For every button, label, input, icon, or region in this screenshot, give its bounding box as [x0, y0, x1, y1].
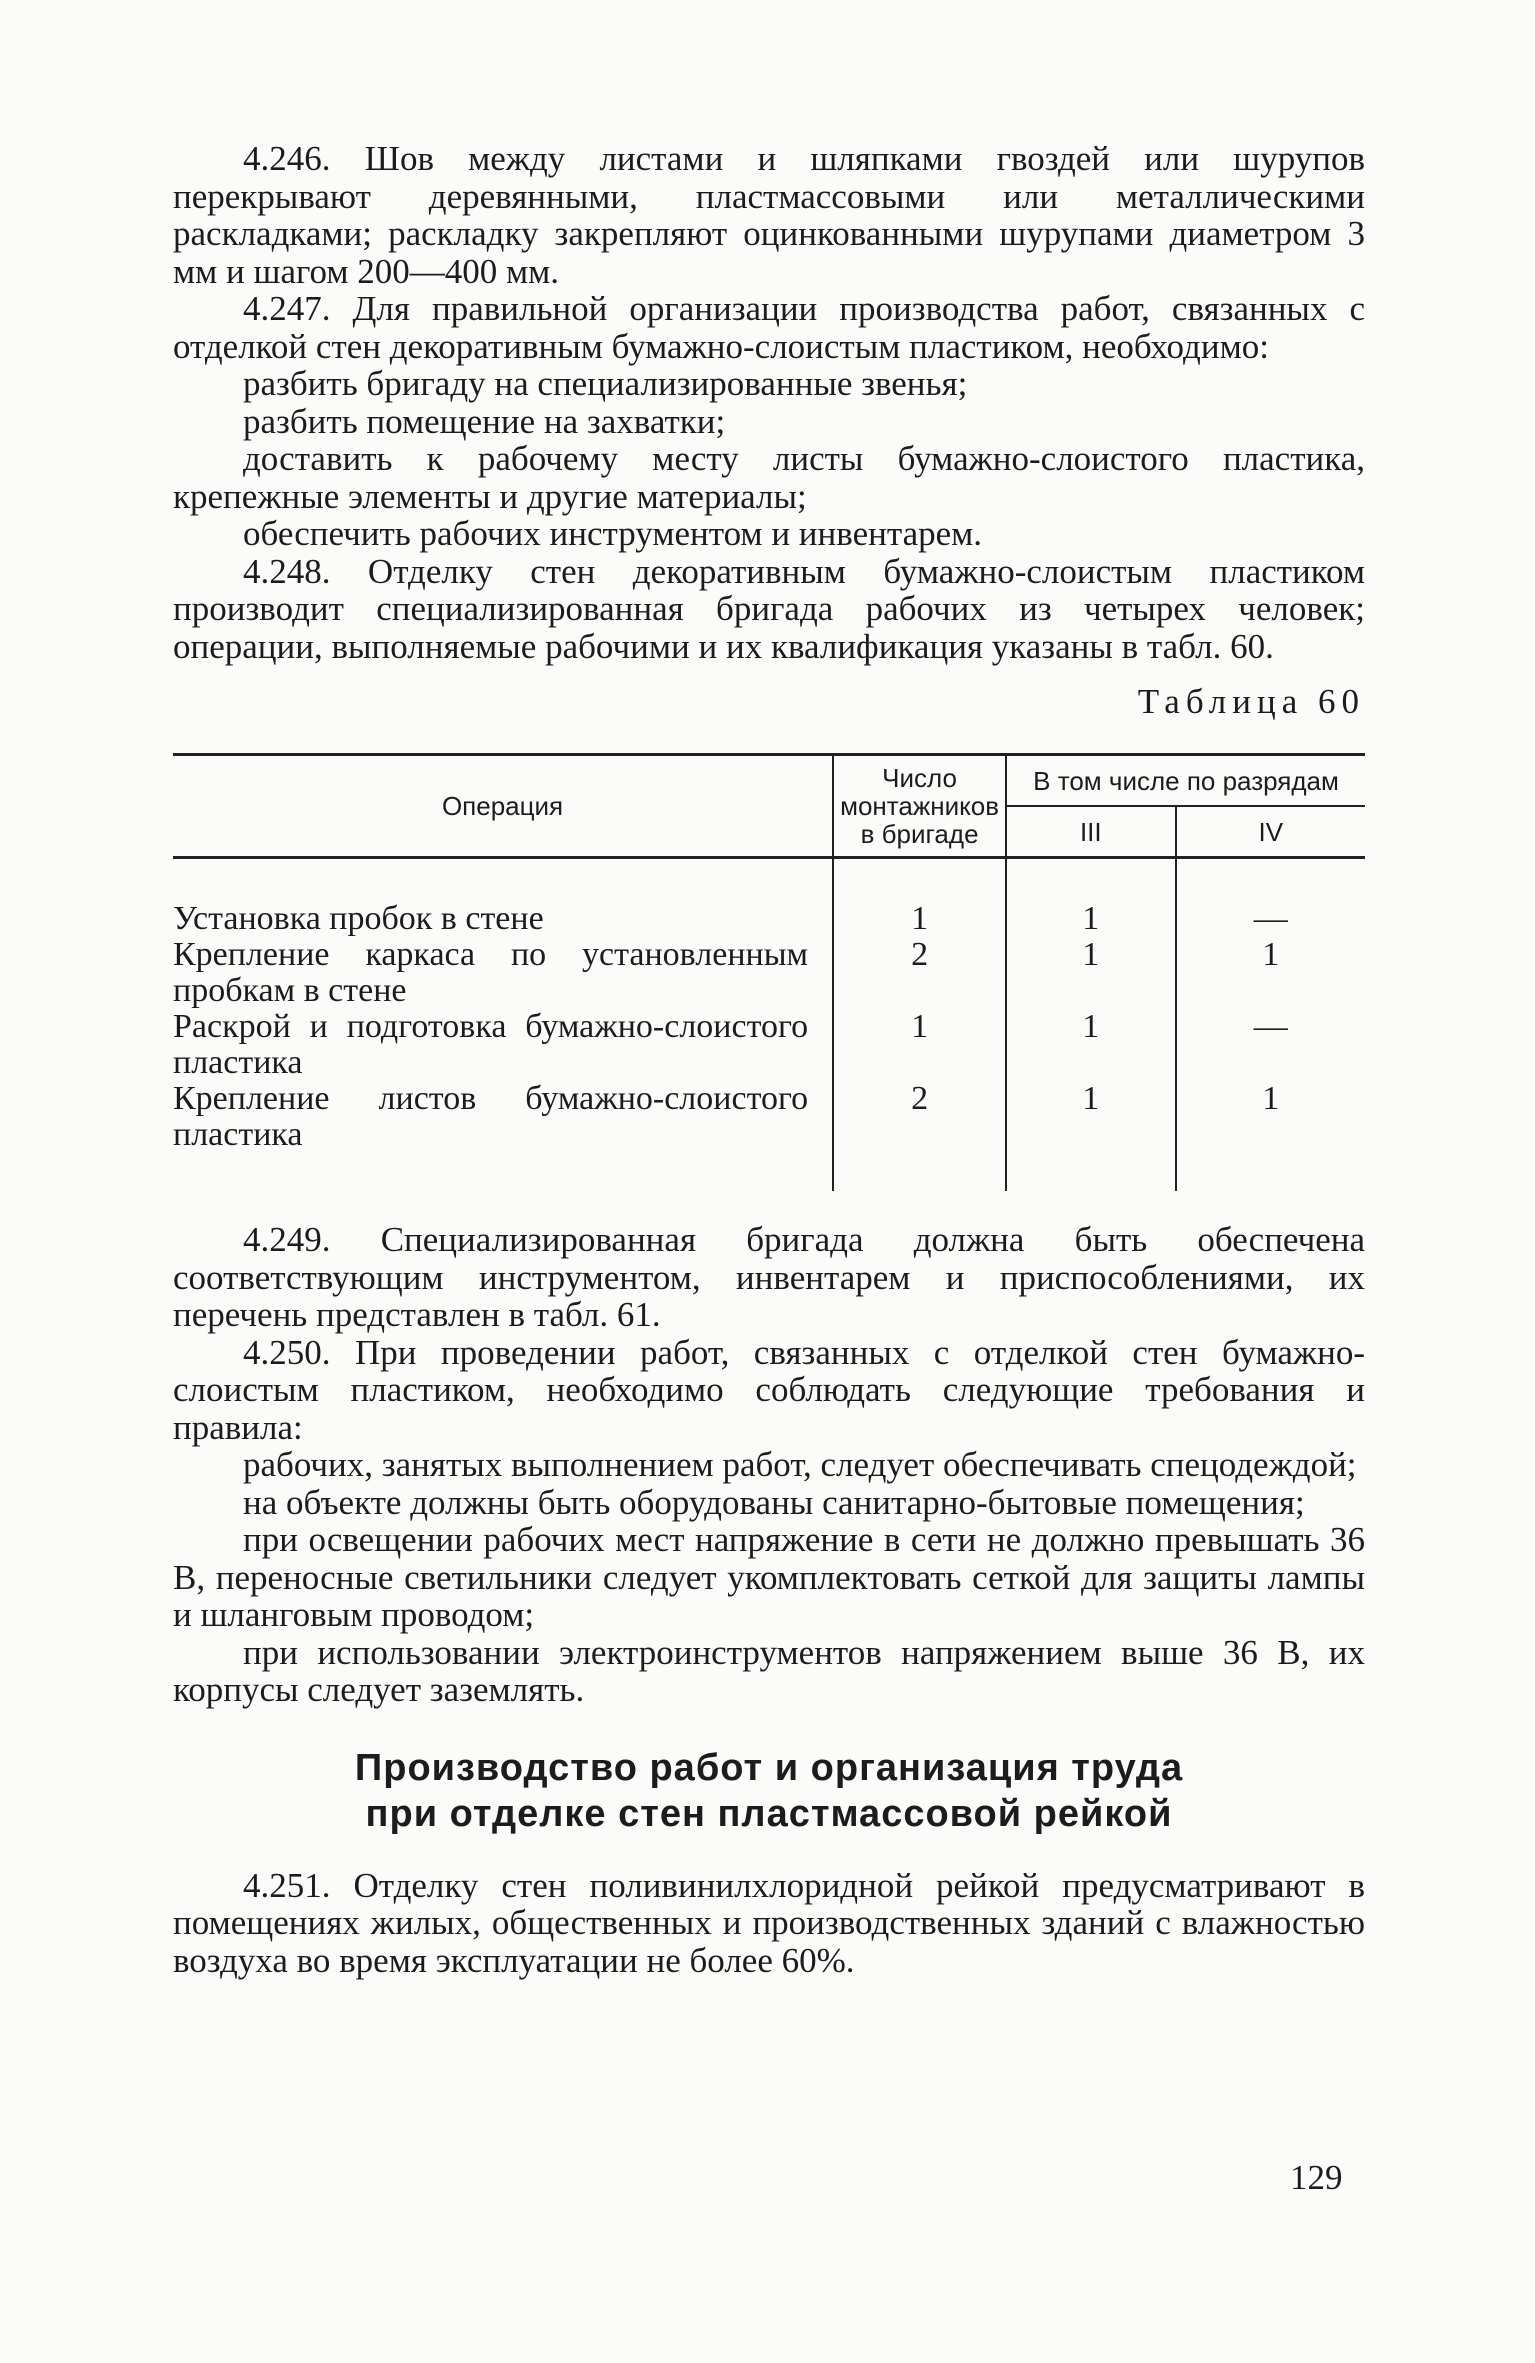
- header-count: Число монтажников в бригаде: [833, 755, 1006, 858]
- list-item: обеспечить рабочих инструментом и инвентарем.: [243, 514, 983, 553]
- paragraph-4-248: 4.248. Отделку стен декоративным бумажно-слоистым пластиком производит специализированная бригада рабочих из четырех человек; операции, выполняемые рабочими и их квалификация указаны в табл. 60.: [173, 551, 1365, 666]
- section-heading-line-2: при отделке стен пластмассовой рейкой: [365, 1792, 1173, 1835]
- paragraph-4-249: 4.249. Специализированная бригада должна быть обеспечена соответствующим инструментом, инвентарем и приспособлениями, их перечень представлен в табл. 61.: [173, 1220, 1365, 1334]
- table-row: [173, 1009, 1365, 1081]
- table-caption: Таблица 60: [1137, 682, 1365, 721]
- list-item: при освещении рабочих мест напряжение в сети не должно превышать 36 В, переносные светильники следует укомплектовать сеткой для защиты лампы и шланговым проводом;: [173, 1520, 1365, 1634]
- cell-grade-4: 1: [1176, 1081, 1365, 1191]
- cell-grade-3: 1: [1006, 937, 1175, 1009]
- cell-count: 2: [833, 1081, 1006, 1191]
- cell-operation: Установка пробок в стене: [173, 900, 544, 937]
- section-heading-line-1: Производство работ и организация труда: [354, 1746, 1184, 1789]
- cell-grade-3: 1: [1006, 858, 1175, 938]
- list-item: разбить помещение на захватки;: [243, 401, 726, 441]
- list-item: рабочих, занятых выполнением работ, следует обеспечивать спецодеждой;: [243, 1445, 1357, 1484]
- cell-count: 1: [833, 1009, 1006, 1081]
- paragraph-4-246: 4.246. Шов между листами и шляпками гвоздей или шурупов перекрывают деревянными, пластмассовыми или металлическими раскладками; раскладку закрепляют оцинкованными шурупами диаметром 3 мм и шагом 200—400 мм.: [173, 139, 1365, 291]
- operations-table: [173, 753, 1365, 1191]
- cell-grade-4: —: [1176, 1009, 1365, 1081]
- header-grades-group: В том числе по разрядам: [1006, 755, 1365, 807]
- paragraph-4-247: 4.247. Для правильной организации производства работ, связанных с отделкой стен декоративным бумажно-слоистым пластиком, необходимо:: [173, 289, 1365, 366]
- cell-operation: Крепление листов бумажно-слоистого пластика: [173, 1080, 809, 1153]
- cell-count: 1: [833, 858, 1006, 938]
- list-item: при использовании электроинструментов напряжением выше 36 В, их корпусы следует заземлять.: [173, 1632, 1365, 1709]
- header-grade-3: III: [1006, 806, 1175, 858]
- cell-grade-4: 1: [1176, 937, 1365, 1009]
- header-grade-4: IV: [1176, 806, 1365, 858]
- cell-operation: Раскрой и подготовка бумажно-слоистого пластика: [173, 1008, 809, 1081]
- page-content: [173, 140, 1365, 1979]
- list-item: разбить бригаду на специализированные звенья;: [243, 364, 968, 403]
- page-number: 129: [1290, 2158, 1343, 2197]
- paragraph-4-250: 4.250. При проведении работ, связанных с отделкой стен бумажно-слоистым пластиком, необходимо соблюдать следующие требования и правила:: [173, 1332, 1365, 1447]
- table-row: [173, 858, 1365, 938]
- table-row: [173, 1081, 1365, 1191]
- list-item: доставить к рабочему месту листы бумажно-слоистого пластика, крепежные элементы и другие материалы;: [173, 439, 1365, 516]
- paragraph-4-251: 4.251. Отделку стен поливинилхлоридной рейкой предусматривают в помещениях жилых, общественных и производственных зданий с влажностью воздуха во время эксплуатации не более 60%.: [173, 1865, 1365, 1980]
- cell-grade-3: 1: [1006, 1081, 1175, 1191]
- section-heading: [173, 1745, 1365, 1837]
- cell-operation: Крепление каркаса по установленным пробкам в стене: [173, 936, 809, 1009]
- cell-count: 2: [833, 937, 1006, 1009]
- list-item: на объекте должны быть оборудованы санитарно-бытовые помещения;: [243, 1482, 1305, 1522]
- cell-grade-4: —: [1176, 858, 1365, 938]
- cell-grade-3: 1: [1006, 1009, 1175, 1081]
- table-row: [173, 937, 1365, 1009]
- header-operation: Операция: [441, 791, 564, 821]
